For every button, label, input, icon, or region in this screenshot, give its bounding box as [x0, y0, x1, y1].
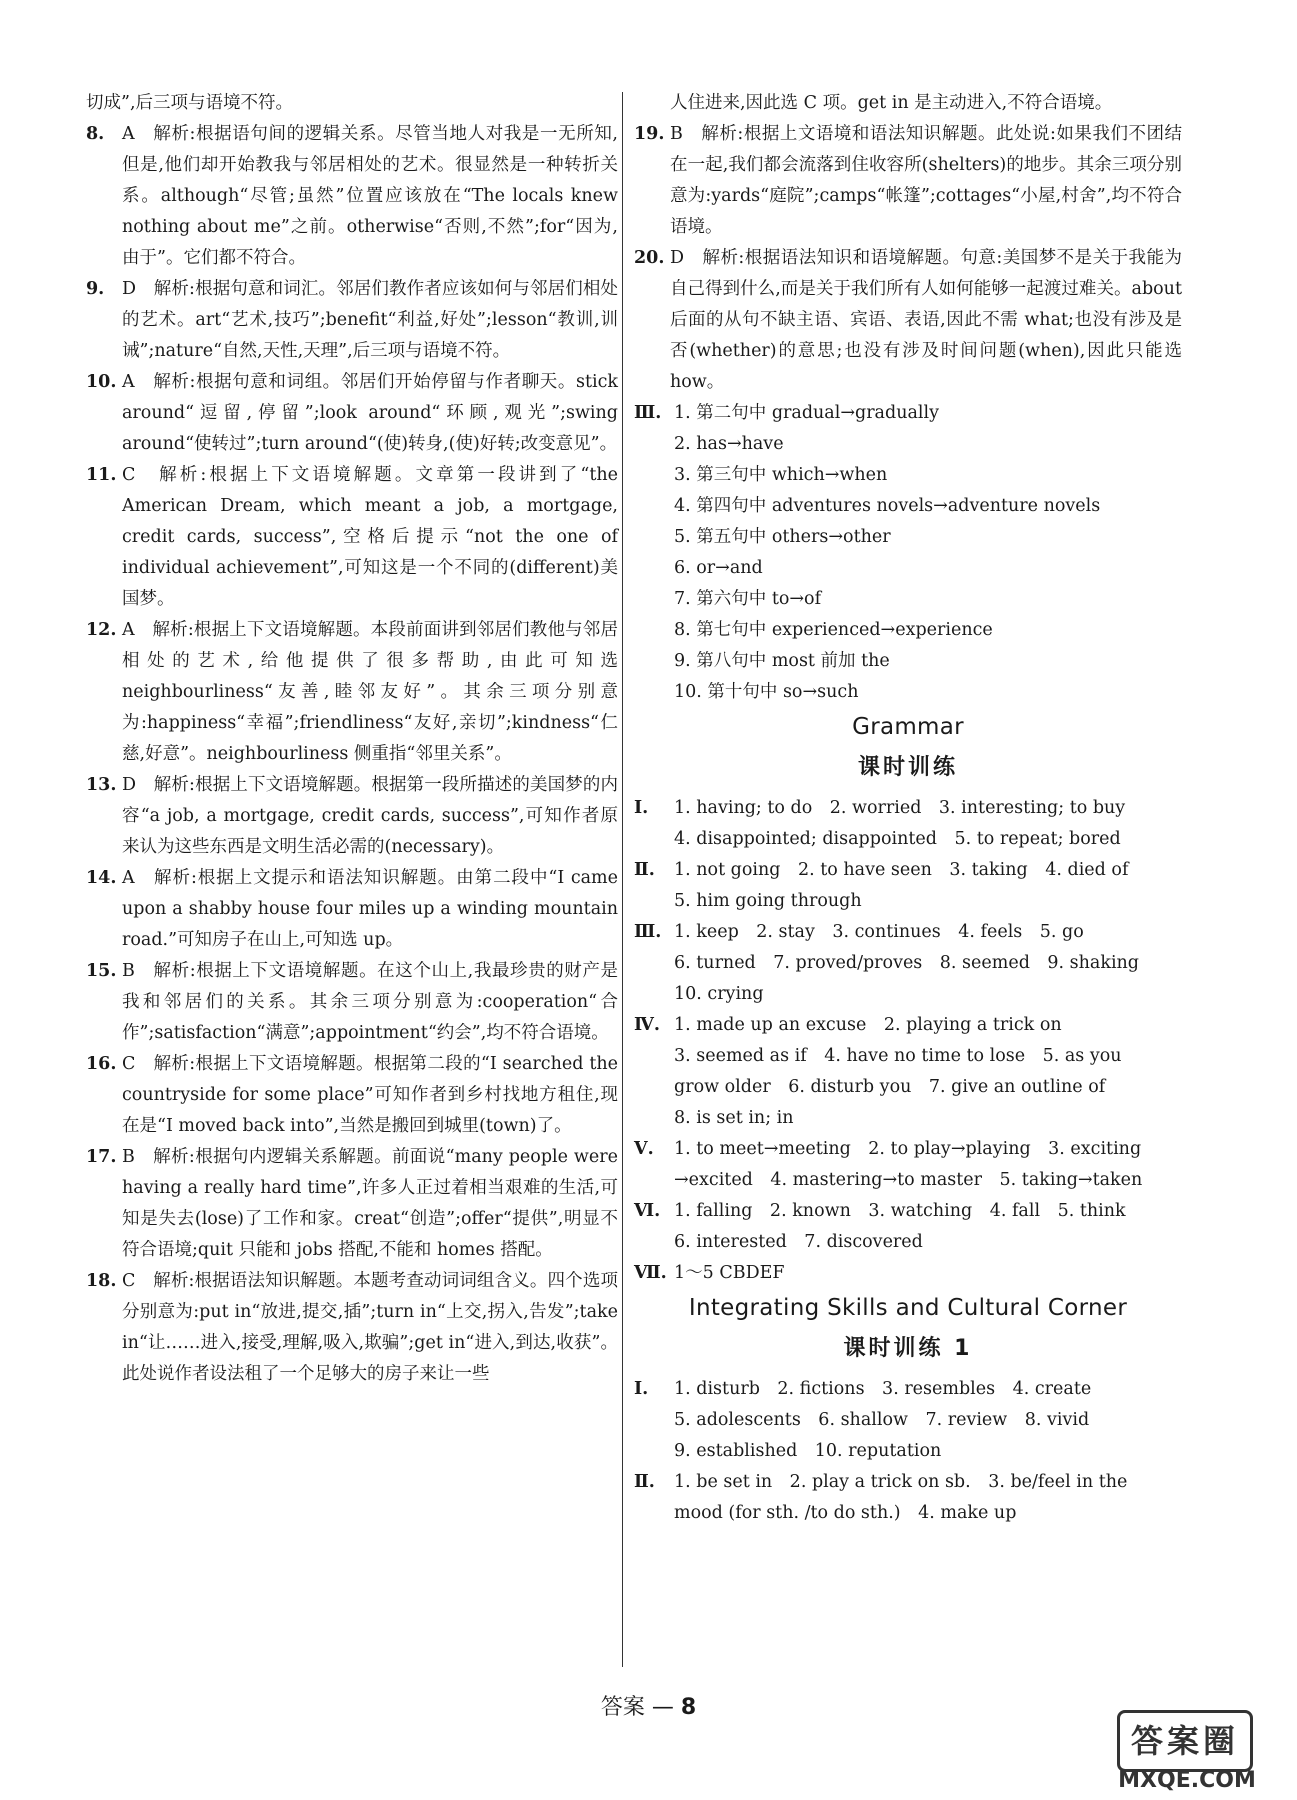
entry-text: B 解析:根据句内逻辑关系解题。前面说“many people were having a really hard time”,许多人正过着相当艰难的生活,可知是失去(lose)了工作和家。creat“创造”;offer“提供”,明显不符合语境;quit 只能和 jobs 搭配,不能和 homes 搭配。	[122, 1147, 618, 1260]
answer-line: 10. crying	[674, 984, 764, 1004]
grammar-heading: Grammar	[852, 714, 964, 740]
watermark-site: MXQE.COM	[1118, 1768, 1256, 1793]
answer-line: 10. 第十句中 so→such	[674, 682, 859, 702]
entry-number: 20.	[634, 248, 665, 268]
left-entries	[86, 119, 618, 1390]
answer-line: 1. disturb 2. fictions 3. resembles 4. create	[674, 1379, 1092, 1399]
answer-line: 1. to meet→meeting 2. to play→playing 3. exciting	[674, 1139, 1142, 1159]
entry-number: 13.	[86, 775, 117, 795]
answer-group	[634, 1374, 1182, 1467]
entry-number: 10.	[86, 372, 117, 392]
entry-number: 17.	[86, 1147, 117, 1167]
answer-line: 9. 第八句中 most 前加 the	[674, 651, 890, 671]
answer-entry	[86, 615, 618, 770]
page-footer	[0, 1690, 1297, 1721]
answer-group	[634, 1010, 1182, 1134]
answer-line: 1. keep 2. stay 3. continues 4. feels 5. go	[674, 922, 1084, 942]
answer-line: 1～5 CBDEF	[674, 1263, 785, 1283]
answer-entry	[86, 1142, 618, 1266]
answer-line: 6. or→and	[674, 558, 763, 578]
answer-line: 9. established 10. reputation	[674, 1441, 942, 1461]
skills-subheading: 课时训练 1	[843, 1336, 973, 1361]
answer-line: grow older 6. disturb you 7. give an outline of	[674, 1077, 1106, 1097]
grammar-subheading: 课时训练	[857, 755, 958, 780]
answer-entry	[86, 460, 618, 615]
answer-line: 6. turned 7. proved/proves 8. seemed 9. shaking	[674, 953, 1140, 973]
answer-entry	[86, 956, 618, 1049]
entry-number: 19.	[634, 124, 665, 144]
entry-text: A 解析:根据句意和词组。邻居们开始停留与作者聊天。stick around“逗留,停留”;look around“环顾,观光”;swing around“使转过”;turn around“(使)转身,(使)好转;改变意见”。	[122, 372, 618, 454]
roman-numeral: Ⅴ.	[634, 1139, 654, 1159]
entry-number: 15.	[86, 961, 117, 981]
answer-line: →excited 4. mastering→to master 5. taking→taken	[674, 1170, 1143, 1190]
entry-number: 18.	[86, 1271, 117, 1291]
entry-number: 16.	[86, 1054, 117, 1074]
entry-text: A 解析:根据上下文语境解题。本段前面讲到邻居们教他与邻居相处的艺术,给他提供了很多帮助,由此可知选 neighbourliness“友善,睦邻友好”。其余三项分别意为:happiness“幸福”;friendliness“友好,亲切”;kindness“仁慈,好意”。neighbourliness 侧重指“邻里关系”。	[122, 620, 618, 764]
answer-entry	[86, 367, 618, 460]
answer-line: 5. 第五句中 others→other	[674, 527, 891, 547]
answer-line: 3. seemed as if 4. have no time to lose 5. as you	[674, 1046, 1122, 1066]
answer-entry	[634, 119, 1182, 243]
answer-entry	[86, 770, 618, 863]
roman-numeral: Ⅱ.	[634, 1472, 655, 1492]
answer-line: 1. 第二句中 gradual→gradually	[674, 403, 939, 423]
answer-line: 4. disappointed; disappointed 5. to repeat; bored	[674, 829, 1121, 849]
entry-number: 8.	[86, 124, 105, 144]
roman-numeral: Ⅰ.	[634, 1379, 649, 1399]
entry-text: B 解析:根据上文语境和语法知识解题。此处说:如果我们不团结在一起,我们都会流落到住收容所(shelters)的地步。其余三项分别意为:yards“庭院”;camps“帐篷”;cottages“小屋,村舍”,均不符合语境。	[670, 124, 1182, 237]
entry-text: C 解析:根据语法知识解题。本题考查动词词组含义。四个选项分别意为:put in“放进,提交,插”;turn in“上交,拐入,告发”;take in“让……进入,接受,理解,吸入,欺骗”;get in“进入,到达,收获”。此处说作者设法租了一个足够大的房子来让一些	[122, 1271, 618, 1384]
answer-entry	[86, 119, 618, 274]
skills-sections	[634, 1374, 1182, 1529]
answer-line: 3. 第三句中 which→when	[674, 465, 888, 485]
answer-line: 1. falling 2. known 3. watching 4. fall 5. think	[674, 1201, 1126, 1221]
entry-number: 12.	[86, 620, 117, 640]
roman-numeral: Ⅲ.	[634, 922, 662, 942]
answer-entry	[86, 1266, 618, 1390]
answer-line: 1. made up an excuse 2. playing a trick on	[674, 1015, 1062, 1035]
answer-line: 8. is set in; in	[674, 1108, 794, 1128]
roman-numeral: Ⅳ.	[634, 1015, 660, 1035]
roman-numeral: Ⅵ.	[634, 1201, 661, 1221]
entry-text: C 解析:根据上下文语境解题。根据第二段的“I searched the countryside for some place”可知作者到乡村找地方租住,现在是“I moved back into”,当然是搬回到城里(town)了。	[122, 1054, 618, 1136]
entry-text: B 解析:根据上下文语境解题。在这个山上,我最珍贵的财产是我和邻居们的关系。其余三项分别意为:cooperation“合作”;satisfaction“满意”;appointment“约会”,均不符合语境。	[122, 961, 618, 1043]
answer-line: 7. 第六句中 to→of	[674, 589, 822, 609]
right-lead-line: 人住进来,因此选 C 项。get in 是主动进入,不符合语境。	[670, 93, 1113, 113]
watermark-logo-text: 答案圈	[1117, 1710, 1253, 1772]
error-correction-section	[634, 398, 1182, 708]
entry-text: D 解析:根据句意和词汇。邻居们教作者应该如何与邻居们相处的艺术。art“艺术,技巧”;benefit“利益,好处”;lesson“教训,训诫”;nature“自然,天性,天理”,后三项与语境不符。	[122, 279, 618, 361]
entry-number: 14.	[86, 868, 117, 888]
answer-group	[634, 1196, 1182, 1258]
left-lead-line: 切成”,后三项与语境不符。	[86, 93, 294, 113]
grammar-sections	[634, 793, 1182, 1289]
answer-line: 1. not going 2. to have seen 3. taking 4. died of	[674, 860, 1129, 880]
entry-text: A 解析:根据语句间的逻辑关系。尽管当地人对我是一无所知,但是,他们却开始教我与邻居相处的艺术。很显然是一种转折关系。although“尽管;虽然”位置应该放在“The locals knew nothing about me”之前。otherwise“否则,不然”;for“因为,由于”。它们都不符合。	[122, 124, 618, 268]
answer-group	[634, 1467, 1182, 1529]
roman-numeral: Ⅲ.	[634, 403, 662, 423]
right-column	[634, 88, 1182, 1529]
watermark-logo	[1117, 1710, 1257, 1793]
answer-group	[634, 917, 1182, 1010]
answer-group	[634, 1258, 1182, 1289]
answer-line: 5. him going through	[674, 891, 862, 911]
column-divider	[622, 92, 623, 1667]
answer-line: 1. having; to do 2. worried 3. interesting; to buy	[674, 798, 1126, 818]
page-number: 8	[680, 1695, 697, 1720]
left-column	[86, 88, 618, 1390]
answer-entry	[86, 274, 618, 367]
entry-text: C 解析:根据上下文语境解题。文章第一段讲到了“the American Dream, which meant a job, a mortgage, credit cards, success”,空格后提示“not the one of individual achievement”,可知这是一个不同的(different)美国梦。	[122, 465, 618, 609]
entry-text: A 解析:根据上文提示和语法知识解题。由第二段中“I came upon a shabby house four miles up a winding mountain road.”可知房子在山上,可知选 up。	[122, 868, 618, 950]
answer-line: 4. 第四句中 adventures novels→adventure novels	[674, 496, 1101, 516]
answer-entry	[86, 1049, 618, 1142]
answer-line: 6. interested 7. discovered	[674, 1232, 923, 1252]
roman-numeral: Ⅰ.	[634, 798, 649, 818]
answer-group	[634, 793, 1182, 855]
answer-line: 8. 第七句中 experienced→experience	[674, 620, 993, 640]
entry-number: 9.	[86, 279, 105, 299]
answer-entry	[86, 863, 618, 956]
skills-heading: Integrating Skills and Cultural Corner	[688, 1295, 1128, 1321]
roman-numeral: Ⅱ.	[634, 860, 655, 880]
right-entries	[634, 119, 1182, 398]
answer-group	[634, 1134, 1182, 1196]
answer-line: 5. adolescents 6. shallow 7. review 8. vivid	[674, 1410, 1090, 1430]
footer-label: 答案 —	[600, 1695, 674, 1720]
roman-numeral: Ⅶ.	[634, 1263, 667, 1283]
answer-entry	[634, 243, 1182, 398]
entry-number: 11.	[86, 465, 117, 485]
entry-text: D 解析:根据上下文语境解题。根据第一段所描述的美国梦的内容“a job, a mortgage, credit cards, success”,可知作者原来认为这些东西是文明生活必需的(necessary)。	[122, 775, 618, 857]
entry-text: D 解析:根据语法知识和语境解题。句意:美国梦不是关于我能为自己得到什么,而是关于我们所有人如何能够一起渡过难关。about 后面的从句不缺主语、宾语、表语,因此不需 what;也没有涉及是否(whether)的意思;也没有涉及时间问题(when),因此只能选 how。	[670, 248, 1182, 392]
answer-group	[634, 855, 1182, 917]
answer-group	[634, 398, 1182, 708]
answer-line: 2. has→have	[674, 434, 784, 454]
answer-line: 1. be set in 2. play a trick on sb. 3. be/feel in the	[674, 1472, 1128, 1492]
answer-line: mood (for sth. /to do sth.) 4. make up	[674, 1503, 1017, 1523]
